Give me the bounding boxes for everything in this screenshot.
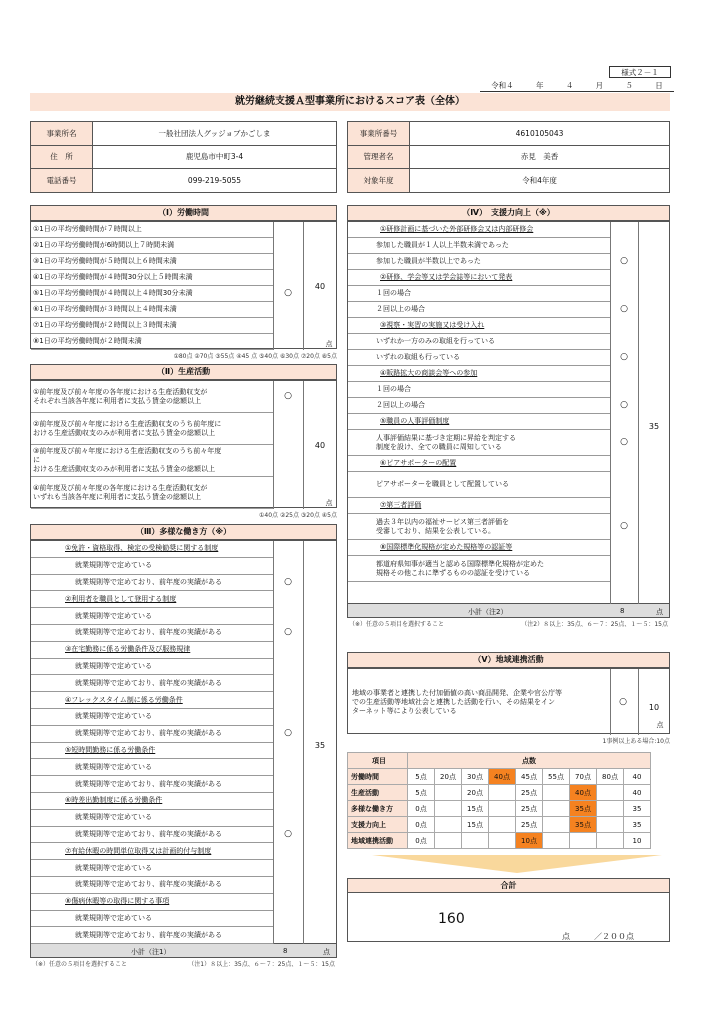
summary-row xyxy=(348,833,651,849)
section-note: 1事例以上ある場合:10点 xyxy=(602,738,670,745)
list-item: ⑧1日の平均労働時間が２時間未満 xyxy=(31,334,273,350)
summary-row-label: 地域連携活動 xyxy=(348,833,408,849)
total-value: 160 xyxy=(438,911,465,927)
points-legend: ①80点 ②70点 ③55点 ④45 点 ⑤40点 ⑥30点 ⑦20点 ⑧5点 xyxy=(173,353,337,360)
list-item: 都道府県知事が適当と認める国際標準化規格が定めた 規格その他これに準ずるものの認証を受けている xyxy=(348,556,610,582)
check-mark: ○ xyxy=(284,288,292,298)
summary-cell xyxy=(597,785,624,801)
list-item: 就業規則等で定めており、前年度の実績がある xyxy=(31,625,273,642)
list-item: 就業規則等で定めており、前年度の実績がある xyxy=(31,927,273,944)
subtotal-value: 8 xyxy=(283,947,288,955)
date-month: ４ xyxy=(565,81,574,90)
summary-cell: 25点 xyxy=(516,817,543,833)
list-item: ２回以上の場合 xyxy=(348,302,610,318)
list-item: 就業規則等で定めている xyxy=(31,659,273,676)
section-title: （Ⅰ）労働時間 xyxy=(30,205,337,221)
summary-cell: 45点 xyxy=(516,769,543,785)
section-body xyxy=(347,221,670,604)
list-item: ①前年度及び前々年度の各年度における生産活動収支が それぞれ当該各年度に利用者に支払う賃金の総額以上 xyxy=(31,381,273,413)
note-right: （注2）８以上：35点、６～７：25点、１～５：15点 xyxy=(521,621,668,628)
summary-cell: 70点 xyxy=(570,769,597,785)
total-box xyxy=(347,878,670,942)
summary-cell xyxy=(570,833,597,849)
check-mark: ○ xyxy=(620,352,628,362)
section-body xyxy=(347,668,670,734)
subtotal-label: 小計（注2） xyxy=(468,608,508,616)
summary-cell xyxy=(489,785,516,801)
check-mark: ○ xyxy=(284,828,292,839)
list-item: 就業規則等で定めている xyxy=(31,810,273,827)
group-title: ⑧国際標準化規格が定めた規格等の認証等 xyxy=(348,540,610,556)
subtotal-row xyxy=(30,944,337,958)
down-arrow-icon xyxy=(372,855,662,873)
summary-cell: 0点 xyxy=(408,833,435,849)
section-production xyxy=(30,364,337,519)
summary-cell: 15点 xyxy=(462,817,489,833)
summary-cell xyxy=(543,785,570,801)
check-mark: ○ xyxy=(284,727,292,738)
group-title: ⑥ピアサポーターの配置 xyxy=(348,456,610,472)
summary-cell: 20点 xyxy=(462,785,489,801)
phone-label: 電話番号 xyxy=(31,169,93,193)
section-title: （Ⅲ）多様な働き方（※） xyxy=(30,524,337,540)
list-item: ①1日の平均労働時間が７時間以上 xyxy=(31,222,273,238)
summary-cell xyxy=(489,801,516,817)
summary-cell xyxy=(597,833,624,849)
summary-row-label: 労働時間 xyxy=(348,769,408,785)
office-no-label: 事業所番号 xyxy=(348,122,410,146)
group-title: ⑦有給休暇の時間単位取得又は計画的付与制度 xyxy=(31,843,273,860)
summary-cell: 0点 xyxy=(408,801,435,817)
summary-cell xyxy=(543,817,570,833)
year-label: 対象年度 xyxy=(348,169,410,193)
page-title: 就労継続支援Ａ型事業所におけるスコア表（全体） xyxy=(30,93,670,111)
check-mark: ○ xyxy=(284,391,292,401)
list-item: ④1日の平均労働時間が４時間30分以上５時間未満 xyxy=(31,270,273,286)
note-left: （※）任意の５項目を選択すること xyxy=(349,621,445,628)
summary-cell xyxy=(435,833,462,849)
list-item: ２回以上の場合 xyxy=(348,398,610,414)
section-score: 10 xyxy=(648,703,660,712)
check-mark: ○ xyxy=(620,256,628,266)
list-item: 就業規則等で定めており、前年度の実績がある xyxy=(31,726,273,743)
subtotal-label: 小計（注1） xyxy=(131,948,171,956)
list-item: 過去３年以内の福祉サービス第三者評価を 受審しており、結果を公表している。 xyxy=(348,514,610,540)
date-day: ５ xyxy=(625,81,633,90)
list-item: 就業規則等で定めており、前年度の実績がある xyxy=(31,675,273,692)
list-item: ②1日の平均労働時間が6時間以上７時間未満 xyxy=(31,238,273,254)
section-title: （Ⅳ） 支援力向上（※） xyxy=(347,205,670,221)
score-unit: 点 xyxy=(656,721,664,729)
list-item: いずれか一方のみの取組を行っている xyxy=(348,334,610,350)
list-item: 就業規則等で定めており、前年度の実績がある xyxy=(31,575,273,592)
manager: 赤見 美香 xyxy=(410,145,670,169)
document-date xyxy=(480,80,674,92)
summary-cell xyxy=(543,833,570,849)
summary-cell: 15点 xyxy=(462,801,489,817)
check-mark: ○ xyxy=(619,697,627,707)
list-item: ⑤1日の平均労働時間が４時間以上４時間30分未満 xyxy=(31,286,273,302)
list-item: 人事評価結果に基づき定期に昇給を判定する 制度を設け、全ての職員に周知している xyxy=(348,430,610,456)
check-mark: ○ xyxy=(620,304,628,314)
check-mark: ○ xyxy=(620,437,628,447)
list-item: 就業規則等で定めている xyxy=(31,860,273,877)
summary-row-total: 35 xyxy=(624,817,651,833)
info-table-left xyxy=(30,121,337,193)
summary-table xyxy=(347,752,651,849)
summary-cell: 30点 xyxy=(462,769,489,785)
info-table-right xyxy=(347,121,670,193)
group-title: ③視察・実習の実施又は受け入れ xyxy=(348,318,610,334)
check-mark: ○ xyxy=(620,521,628,531)
summary-row xyxy=(348,817,651,833)
summary-row-label: 生産活動 xyxy=(348,785,408,801)
list-item: いずれの取組も行っている xyxy=(348,350,610,366)
summary-cell: 10点 xyxy=(516,833,543,849)
note-right: （注1）８以上：35点、６～７：25点、１～５：15点 xyxy=(188,961,335,968)
subtotal-value: 8 xyxy=(620,607,625,615)
list-item: 就業規則等で定めている xyxy=(31,608,273,625)
list-item: ③前年度及び前々年度における生産活動収支のうち前々年度 に おける生産活動収支のみが利用者に支払う賃金の総額以上 xyxy=(31,445,273,477)
summary-cell: 25点 xyxy=(516,801,543,817)
summary-row-label: 支援力向上 xyxy=(348,817,408,833)
list-item: 就業規則等で定めている xyxy=(31,709,273,726)
office-name-label: 事業所名 xyxy=(31,122,93,146)
date-month-label: 月 xyxy=(595,81,604,90)
summary-cell xyxy=(435,785,462,801)
summary-row xyxy=(348,769,651,785)
summary-row-total: 40 xyxy=(624,785,651,801)
summary-row xyxy=(348,801,651,817)
section-score: 40 xyxy=(314,441,326,450)
date-day-label: 日 xyxy=(655,81,663,90)
phone: 099-219-5055 xyxy=(93,169,337,193)
office-no: 4610105043 xyxy=(410,122,670,146)
section-score: 40 xyxy=(314,282,326,291)
section-score: 35 xyxy=(314,741,326,750)
form-id: 様式２－１ xyxy=(609,66,671,78)
office-name: 一般社団法人グッジョブかごしま xyxy=(93,122,337,146)
list-item: 参加した職員が１人以上半数未満であった xyxy=(348,238,610,254)
summary-cell xyxy=(435,801,462,817)
section-support-capacity xyxy=(347,205,670,628)
summary-row xyxy=(348,785,651,801)
group-title: ⑥時差出勤制度に係る労働条件 xyxy=(31,793,273,810)
subtotal-unit: 点 xyxy=(323,948,330,956)
year: 令和4年度 xyxy=(410,169,670,193)
address: 鹿児島市中町3-4 xyxy=(93,145,337,169)
summary-cell: 0点 xyxy=(408,817,435,833)
list-item: ④前年度及び前々年度の各年度における生産活動収支が いずれも当該各年度に利用者に支払う賃金の総額以上 xyxy=(31,477,273,509)
section-body xyxy=(30,540,337,944)
list-item: 参加した職員が半数以上であった xyxy=(348,254,610,270)
group-title: ⑦第三者評価 xyxy=(348,498,610,514)
check-mark: ○ xyxy=(284,576,292,587)
points-legend: ①40点 ②25点 ③20点 ④5点 xyxy=(259,512,337,519)
list-item: ⑥1日の平均労働時間が３時間以上４時間未満 xyxy=(31,302,273,318)
summary-cell: 20点 xyxy=(435,769,462,785)
list-item: １回の場合 xyxy=(348,382,610,398)
list-item: 就業規則等で定めており、前年度の実績がある xyxy=(31,827,273,844)
date-era: 令和４ xyxy=(491,81,514,90)
manager-label: 管理者名 xyxy=(348,145,410,169)
group-title: ③在宅勤務に係る労働条件及び服務規律 xyxy=(31,642,273,659)
check-mark: ○ xyxy=(284,627,292,637)
group-title: ①免許・資格取得、検定の受検勧奨に関する制度 xyxy=(31,541,273,558)
section-score: 35 xyxy=(648,422,660,431)
group-title: ⑧傷病休暇等の取得に関する事項 xyxy=(31,894,273,911)
section-community xyxy=(347,652,670,745)
section-body xyxy=(30,380,337,508)
section-notes xyxy=(30,958,337,968)
list-item: ピアサポーターを職員として配置している xyxy=(348,472,610,498)
list-item: 就業規則等で定めている xyxy=(31,558,273,575)
summary-cell xyxy=(435,817,462,833)
subtotal-row xyxy=(347,604,670,618)
summary-cell xyxy=(597,801,624,817)
total-label: 合計 xyxy=(348,879,669,893)
summary-row-label: 多様な働き方 xyxy=(348,801,408,817)
address-label: 住 所 xyxy=(31,145,93,169)
summary-header-score: 点数 xyxy=(408,753,651,769)
group-title: ④販路拡大の商談会等への参加 xyxy=(348,366,610,382)
summary-cell xyxy=(597,817,624,833)
summary-cell xyxy=(489,817,516,833)
section-notes xyxy=(347,618,670,628)
summary-cell xyxy=(543,801,570,817)
subtotal-unit: 点 xyxy=(656,608,663,616)
group-title: ①研修計画に基づいた外部研修会又は内部研修会 xyxy=(348,222,610,238)
group-title: ②利用者を職員として登用する制度 xyxy=(31,591,273,608)
list-item: ③1日の平均労働時間が５時間以上６時間未満 xyxy=(31,254,273,270)
summary-cell: 40点 xyxy=(570,785,597,801)
section-diverse-work xyxy=(30,524,337,968)
group-title: ④フレックスタイム制に係る労働条件 xyxy=(31,692,273,709)
summary-cell: 5点 xyxy=(408,785,435,801)
list-item: ②前年度及び前々年度における生産活動収支のうち前年度に おける生産活動収支のみが利用者に支払う賃金の総額以上 xyxy=(31,413,273,445)
community-text: 地域の事業者と連携した付加価値の高い商品開発、企業や官公庁等 での生産活動等地域社会と連携した活動を行い、その結果をイン ターネット等により公表している xyxy=(352,689,562,715)
section-body xyxy=(30,221,337,349)
date-year-label: 年 xyxy=(535,81,544,90)
list-item: 就業規則等で定めている xyxy=(31,911,273,928)
summary-cell: 25点 xyxy=(516,785,543,801)
list-item: １回の場合 xyxy=(348,286,610,302)
group-title: ②研修、学会等又は学会誌等において発表 xyxy=(348,270,610,286)
list-item: 就業規則等で定めており、前年度の実績がある xyxy=(31,877,273,894)
summary-row-total: 35 xyxy=(624,801,651,817)
section-title: （Ⅱ）生産活動 xyxy=(30,364,337,380)
summary-cell: 40点 xyxy=(489,769,516,785)
score-unit: 点 xyxy=(325,340,333,348)
note-left: （※）任意の５項目を選択すること xyxy=(32,961,128,968)
check-mark: ○ xyxy=(620,400,628,410)
group-title: ⑤短時間勤務に係る労働条件 xyxy=(31,743,273,760)
group-title: ⑤職員の人事評価制度 xyxy=(348,414,610,430)
section-title: （Ⅴ）地域連携活動 xyxy=(347,652,670,668)
list-item: 就業規則等で定めており、前年度の実績がある xyxy=(31,776,273,793)
list-item: 就業規則等で定めている xyxy=(31,759,273,776)
summary-row-total: 10 xyxy=(624,833,651,849)
list-item: ⑦1日の平均労働時間が２時間以上３時間未満 xyxy=(31,318,273,334)
section-working-hours xyxy=(30,205,337,360)
summary-cell: 5点 xyxy=(408,769,435,785)
summary-header-item: 項目 xyxy=(348,753,408,769)
summary-cell xyxy=(462,833,489,849)
summary-cell: 55点 xyxy=(543,769,570,785)
total-suffix: 点 ／２００点 xyxy=(562,932,634,941)
summary-row-total: 40 xyxy=(624,769,651,785)
summary-cell: 35点 xyxy=(570,801,597,817)
score-unit: 点 xyxy=(325,499,333,507)
summary-cell: 80点 xyxy=(597,769,624,785)
summary-cell: 35点 xyxy=(570,817,597,833)
summary-cell xyxy=(489,833,516,849)
